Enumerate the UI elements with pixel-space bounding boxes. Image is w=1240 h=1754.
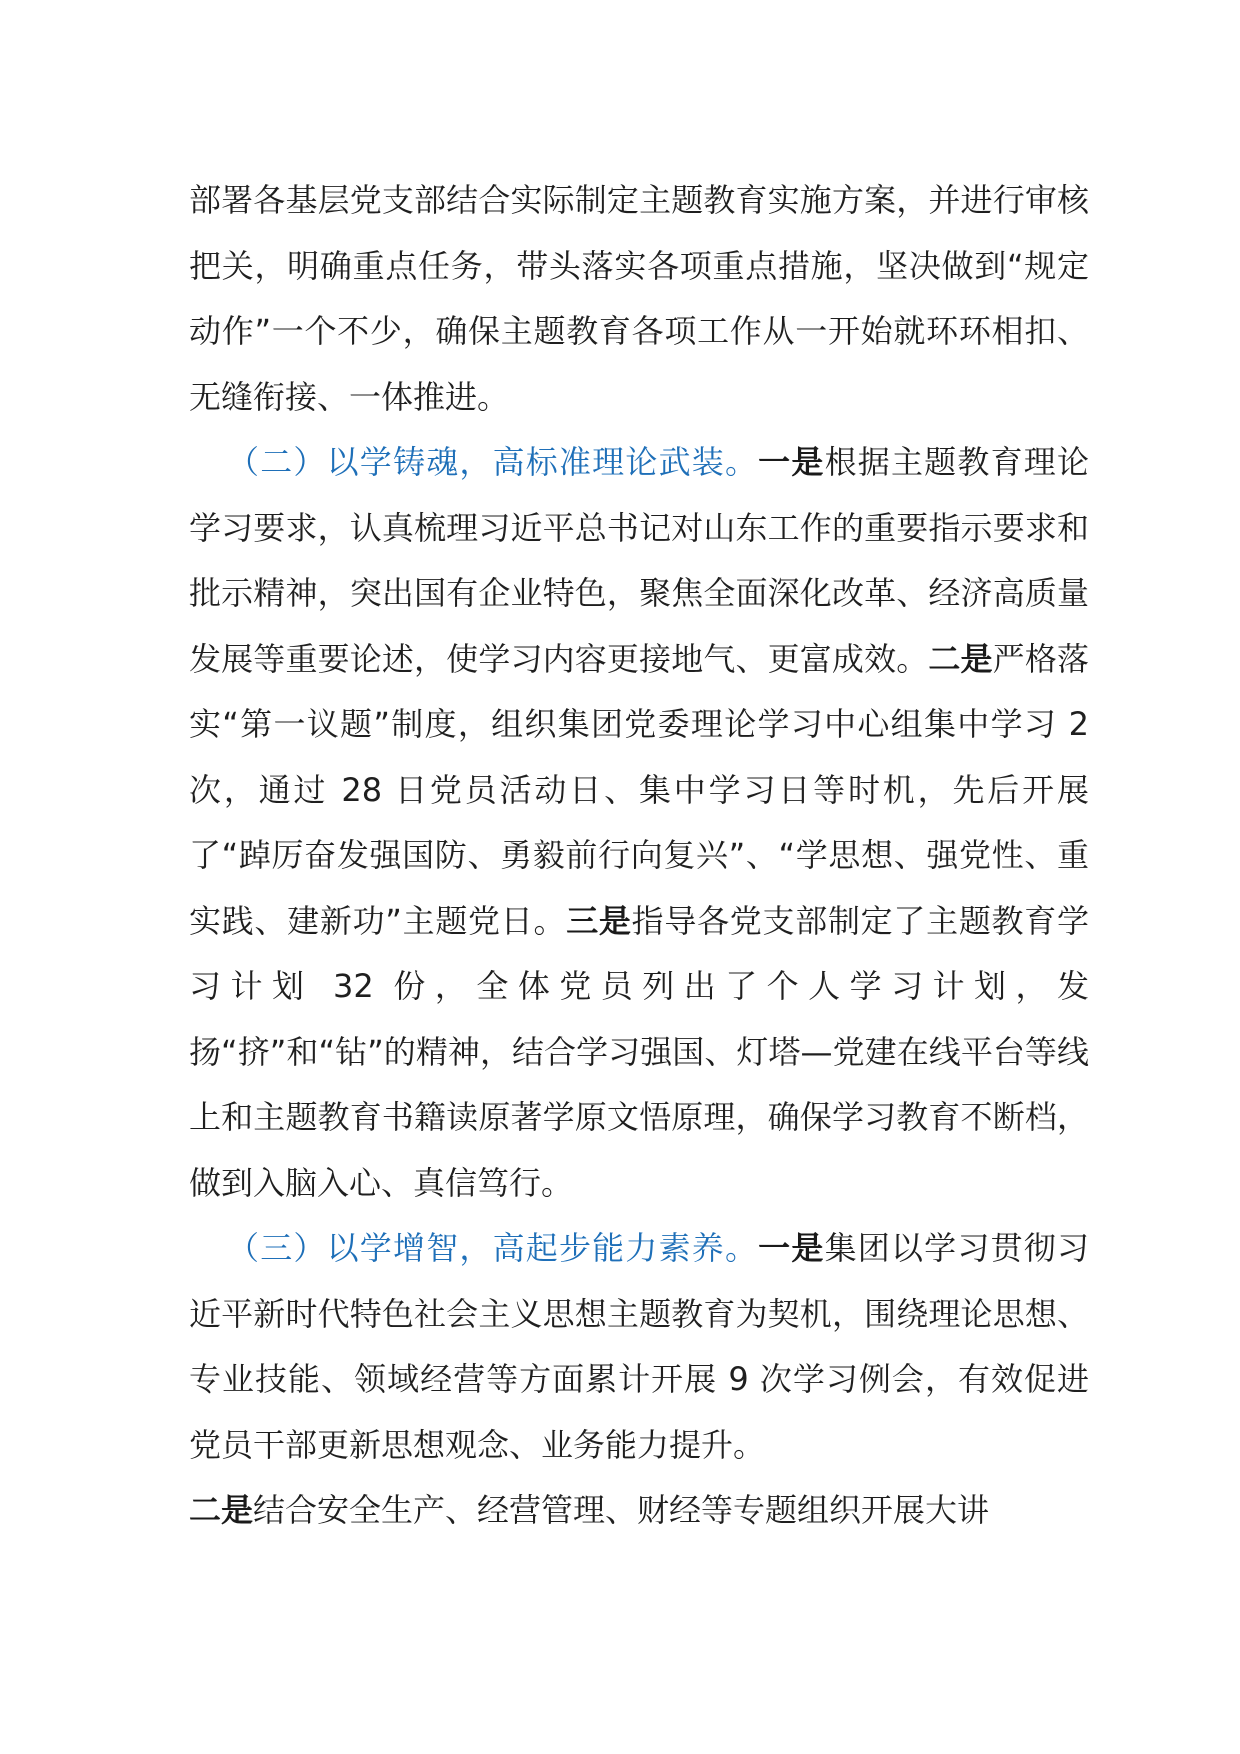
keyword-third: 三是 [566, 901, 632, 940]
paragraph-1 [189, 168, 1089, 430]
paragraph-1-text: 部署各基层党支部结合实际制定主题教育实施方案，并进行审核把关，明确重点任务，带头落实各项重点措施，坚决做到“规定动作”一个不少，确保主题教育各项工作从一开始就环环相扣、无缝衔接、一体推进。 [189, 181, 1089, 416]
paragraph-2-text-3: 指导各党支部制定了主题教育学习计划 32 份，全体党员列出了个人学习计划，发扬“挤”和“钻”的精神，结合学习强国、灯塔—党建在线平台等线上和主题教育书籍读原著学原文悟原理，确保学习教育不断档，做到入脑入心、真信笃行。 [189, 901, 1089, 1202]
keyword-first: 一是 [758, 1229, 825, 1267]
paragraph-3 [189, 1216, 1089, 1544]
keyword-second: 二是 [928, 639, 993, 678]
paragraph-3-text-2: 结合安全生产、经营管理、财经等专题组织开展大讲 [253, 1491, 990, 1529]
paragraph-2 [189, 430, 1089, 1216]
paragraph-2-text-2: 严格落实“第一议题”制度，组织集团党委理论学习中心组集中学习 2 次，通过 28 日党员活动日、集中学习日等时机，先后开展了“踔厉奋发强国防、勇毅前行向复兴”、“学思想、强党性、重实践、建新功”主题党日。 [189, 639, 1089, 940]
keyword-second: 二是 [189, 1491, 254, 1529]
section-heading-3: （三）以学增智，高起步能力素养。 [227, 1229, 759, 1267]
section-heading-2: （二）以学铸魂，高标准理论武装。 [227, 443, 759, 481]
document-body [189, 168, 1089, 1544]
keyword-first: 一是 [758, 443, 825, 481]
paragraph-3-text-1: 集团以学习贯彻习近平新时代特色社会主义思想主题教育为契机，围绕理论思想、专业技能、领域经营等方面累计开展 9 次学习例会，有效促进党员干部更新思想观念、业务能力提升。 [189, 1229, 1089, 1464]
paragraph-2-text-1: 根据主题教育理论学习要求，认真梳理习近平总书记对山东工作的重要指示要求和批示精神，突出国有企业特色，聚焦全面深化改革、经济高质量发展等重要论述，使学习内容更接地气、更富成效。 [189, 443, 1089, 678]
